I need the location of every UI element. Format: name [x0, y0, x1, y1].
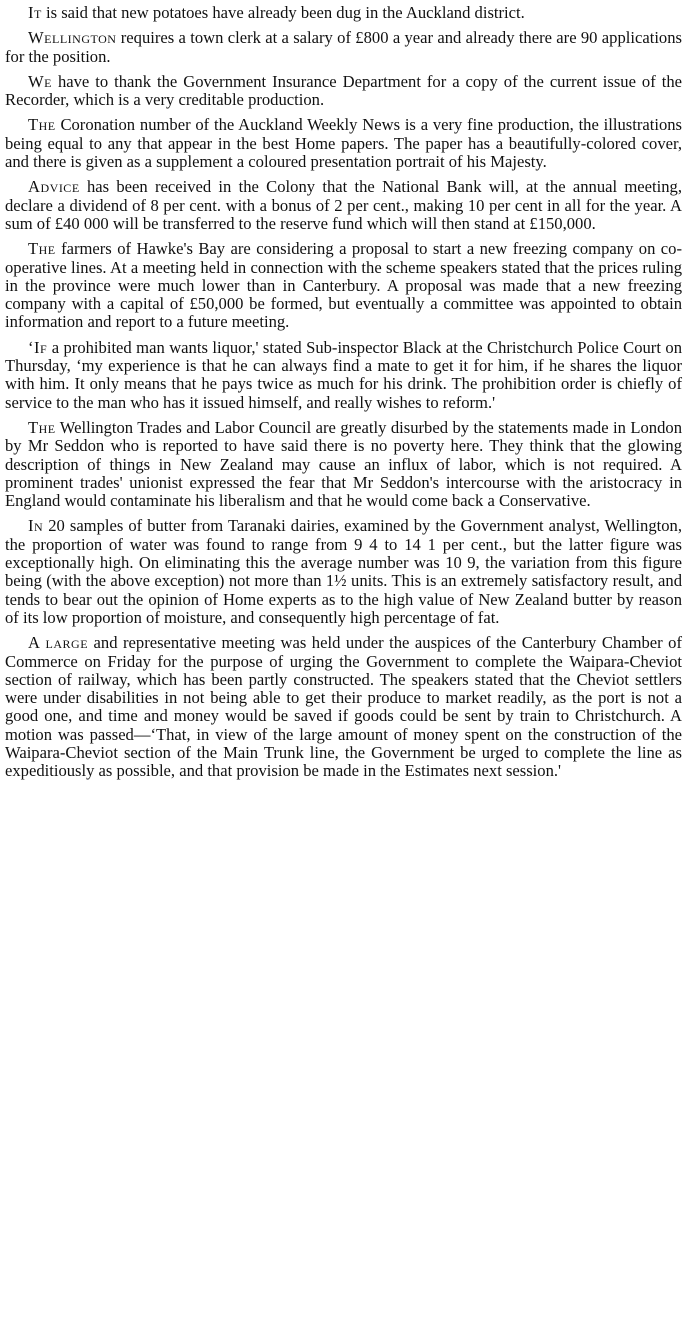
paragraph-lead: ‘If — [28, 337, 48, 357]
paragraph-lead: The — [28, 417, 56, 437]
paragraph-potatoes — [5, 4, 682, 22]
paragraph-national-bank — [5, 178, 682, 233]
paragraph-text: Wellington Trades and Labor Council are greatly disurbed by the statements made in London by Mr Seddon who is reported to have said there is no poverty here. They think that the glowing description of things in New Zealand may cause an influx of labor, which is not required. A prominent trades' unionist expressed the fear that Mr Seddon's intercourse with the aristocracy in England would contaminate his liberalism and that he would come back a Conservative. — [5, 417, 682, 511]
paragraph-lead: We — [28, 71, 52, 91]
paragraph-lead: The — [28, 115, 56, 135]
paragraph-text: farmers of Hawke's Bay are considering a proposal to start a new freezing company on co-operative lines. At a meeting held in connection with the scheme speakers stated that the prices ruling in the province were much lower than in Canterbury. A proposal was made that a new freezing company with a capital of £50,000 be formed, but eventually a committee was appointed to obtain information and report to a future meeting. — [5, 239, 682, 332]
paragraph-text: Coronation number of the Auckland Weekly News is a very fine production, the illustrations being equal to any that appear in the best Home papers. The paper has a beautifully-colored cover, and there is given as a supplement a coloured presentation portrait of his Majesty. — [5, 115, 682, 172]
paragraph-lead: A large — [28, 633, 89, 653]
paragraph-freezing-company — [5, 240, 682, 331]
paragraph-lead: The — [28, 239, 56, 259]
paragraph-text: is said that new potatoes have already been dug in the Auckland district. — [41, 3, 525, 22]
paragraph-text: and representative meeting was held under the auspices of the Canterbury Chamber of Commerce on Friday for the purpose of urging the Government to complete the Waipara-Cheviot section of railway, which has been partly constructed. The speakers stated that the Cheviot settlers were under disabilities in not being able to get their produce to market readily, as the port is not a good one, and time and money would be saved if goods could be sent by train to Christchurch. A motion was passed—‘That, in view of the large amount of money spent on the construction of the Waipara-Cheviot section of the Main Trunk line, the Government be urged to complete the line as expeditiously as possible, and that provision be made in the Estimates next session.' — [5, 633, 682, 781]
paragraph-lead: In — [28, 516, 44, 536]
paragraph-text: 20 samples of butter from Taranaki dairies, examined by the Government analyst, Wellington, the proportion of water was found to range from 9 4 to 14 1 per cent., but the latter figure was exceptionally high. On eliminating this the average number was 10 9, the variation from this figure being (with the above exception) not more than 1½ units. This is an extremely satisfactory result, and tends to bear out the opinion of Home experts as to the high value of New Zealand butter by reason of its low proportion of moisture, and consequently high percentage of fat. — [5, 516, 682, 627]
paragraph-text: have to thank the Government Insurance Department for a copy of the current issue of the Recorder, which is a very creditable production. — [5, 71, 682, 110]
paragraph-labor-council — [5, 419, 682, 510]
paragraph-railway-meeting — [5, 634, 682, 780]
paragraph-butter-samples — [5, 517, 682, 627]
paragraph-lead: Wellington — [28, 28, 117, 48]
paragraph-text: a prohibited man wants liquor,' stated Sub-inspector Black at the Christchurch Police Court on Thursday, ‘my experience is that he can always find a mate to get it for him, if he shares the liquor with him. It only means that he pays twice as much for his drink. The prohibition order is chiefly of service to the man who has it issued himself, and really wishes to reform.' — [5, 337, 682, 412]
paragraph-text: requires a town clerk at a salary of £800 a year and already there are 90 applications for the position. — [5, 28, 682, 66]
paragraph-text: has been received in the Colony that the National Bank will, at the annual meeting, declare a dividend of 8 per cent. with a bonus of 2 per cent., making 10 per cent in all for the year. A sum of £40 000 will be transferred to the reserve fund which will then stand at £150,000. — [5, 177, 682, 233]
paragraph-prohibition — [5, 339, 682, 412]
paragraph-lead: Advice — [28, 177, 80, 197]
paragraph-coronation-number — [5, 116, 682, 171]
paragraph-lead: It — [28, 3, 42, 22]
paragraph-recorder — [5, 73, 682, 110]
paragraph-town-clerk — [5, 29, 682, 66]
